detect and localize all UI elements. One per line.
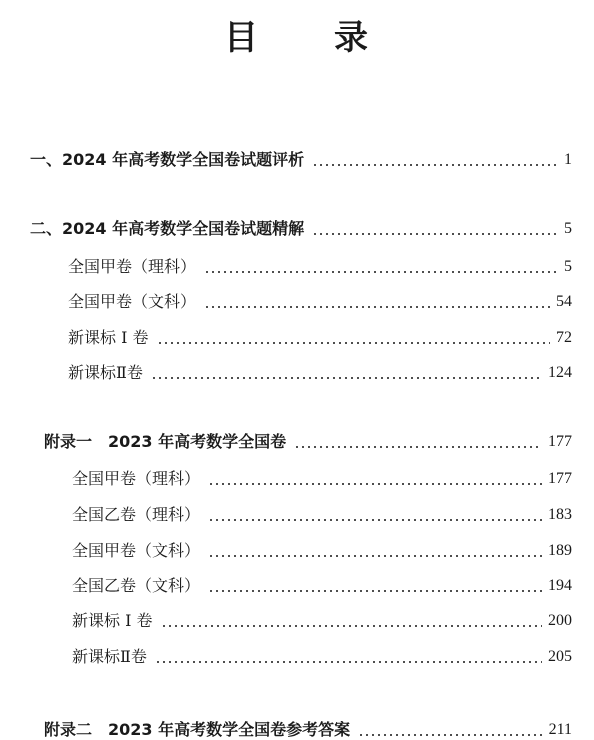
toc-page-number: 54 [556,293,572,310]
toc-entry[interactable] [0,142,594,170]
toc-entry[interactable] [0,461,594,489]
toc-label: 全国甲卷（理科） [68,257,197,276]
toc-entry[interactable] [0,355,594,383]
toc-entry[interactable] [0,320,594,348]
toc-entry[interactable] [0,211,594,239]
dot-leader [151,377,542,379]
toc-label: 一、2024 年高考数学全国卷试题评析 [30,150,305,169]
toc-page-number: 189 [548,542,572,559]
title-char-2: 录 [334,18,370,58]
toc-page-number: 177 [548,470,572,487]
dot-leader [208,590,542,592]
toc-label: 全国甲卷（文科） [72,541,201,560]
dot-leader [157,342,551,344]
toc-page-number: 5 [564,220,572,237]
toc-entry[interactable] [0,284,594,312]
toc-page-number: 194 [548,577,572,594]
toc-entry[interactable] [0,249,594,277]
dot-leader [208,483,542,485]
dot-leader [312,164,558,166]
page-title [0,10,594,59]
toc-entry[interactable] [0,424,594,452]
toc-label: 全国乙卷（文科） [72,576,201,595]
dot-leader [312,233,558,235]
toc-page-number: 205 [548,648,572,665]
toc-label: 新课标Ⅱ卷 [72,647,147,666]
toc-label: 新课标 I 卷 [68,328,149,347]
toc-page-number: 211 [548,721,572,738]
toc-label: 附录一 2023 年高考数学全国卷 [44,432,287,451]
toc-label: 新课标 I 卷 [72,611,153,630]
dot-leader [204,306,550,308]
toc-page-number: 177 [548,433,572,450]
toc-entry[interactable] [0,603,594,631]
toc-page-number: 72 [556,329,572,346]
toc-label: 二、2024 年高考数学全国卷试题精解 [30,219,305,238]
toc-page-number: 124 [548,364,572,381]
toc-page-number: 5 [564,258,572,275]
dot-leader [358,734,542,736]
toc-page-number: 1 [564,151,572,168]
dot-leader [294,446,542,448]
title-char-1: 目 [224,18,260,58]
toc-entry[interactable] [0,533,594,561]
toc-label: 新课标Ⅱ卷 [68,363,143,382]
toc-label: 全国甲卷（文科） [68,292,197,311]
toc-entry[interactable] [0,497,594,525]
toc-label: 全国乙卷（理科） [72,505,201,524]
toc-label: 全国甲卷（理科） [72,469,201,488]
toc-page-number: 183 [548,506,572,523]
toc-entry[interactable] [0,712,594,740]
toc-entry[interactable] [0,568,594,596]
toc-page-number: 200 [548,612,572,629]
dot-leader [155,661,542,663]
toc-label: 附录二 2023 年高考数学全国卷参考答案 [44,720,351,739]
toc-entry[interactable] [0,639,594,667]
dot-leader [204,271,558,273]
dot-leader [208,519,542,521]
dot-leader [208,555,542,557]
dot-leader [161,625,543,627]
